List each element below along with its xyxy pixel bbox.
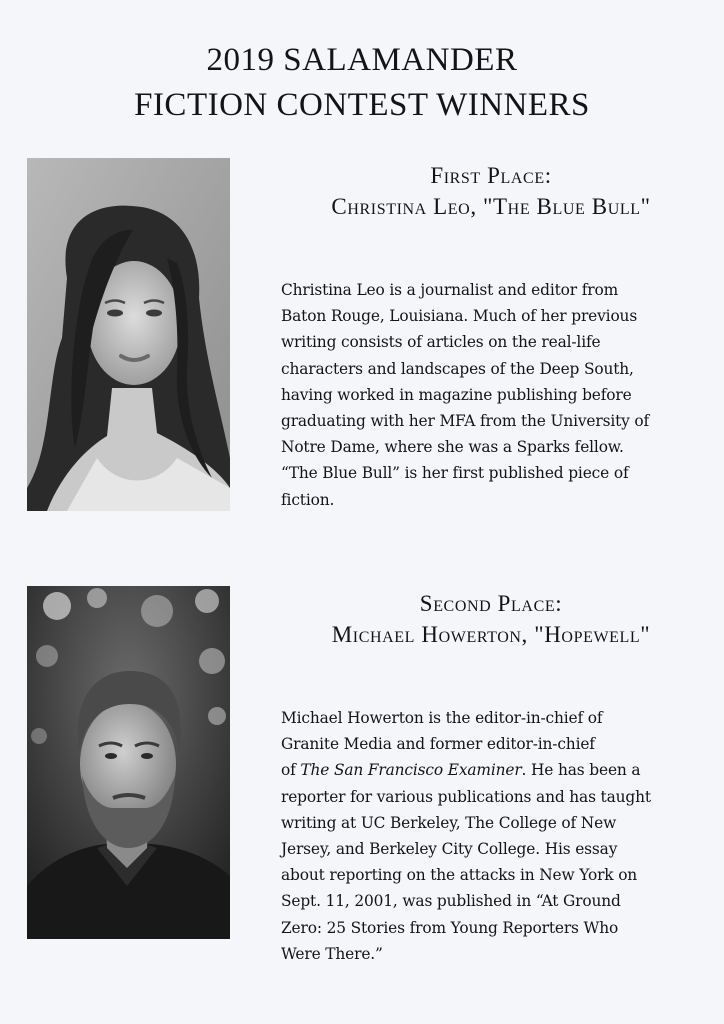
bio-line-end: . He has been a: [521, 761, 641, 780]
second-place-heading: [258, 588, 724, 650]
bio-line: Notre Dame, where she was a Sparks fellow.: [281, 438, 624, 457]
bio-line: graduating with her MFA from the University of: [281, 412, 650, 431]
bio-line: having worked in magazine publishing before: [281, 385, 632, 404]
bio-line: about reporting on the attacks in New York on: [281, 866, 638, 885]
bio-line-with-publication: [281, 757, 709, 783]
bio-line: writing at UC Berkeley, The College of New: [281, 813, 617, 832]
bio-line: writing consists of articles on the real-life: [281, 333, 601, 352]
bio-line: Jersey, and Berkeley City College. His essay: [281, 840, 618, 859]
winner-photo-michael-howerton: [27, 586, 230, 939]
bio-line: Sept. 11, 2001, was published in “At Ground: [281, 892, 621, 911]
bio-line: characters and landscapes of the Deep South,: [281, 359, 634, 378]
title-line-2: FICTION CONTEST WINNERS: [134, 87, 590, 123]
second-place-bio: [281, 705, 709, 967]
bio-line: Christina Leo is a journalist and editor from: [281, 281, 619, 299]
first-place-heading: [258, 160, 724, 222]
bio-line: “The Blue Bull” is her first published piece of: [281, 464, 629, 483]
bio-line: Michael Howerton is the editor-in-chief of: [281, 709, 603, 727]
title-line-1: 2019 SALAMANDER: [206, 42, 518, 78]
bio-line: reporter for various publications and has taught: [281, 787, 651, 806]
bio-line: Granite Media and former editor-in-chief: [281, 735, 595, 754]
first-place-winner-name: Christina Leo, "The Blue Bull": [331, 194, 651, 219]
bio-line-start: of: [281, 761, 301, 780]
bio-line: fiction.: [281, 490, 335, 509]
bio-line: Were There.”: [281, 944, 383, 963]
bio-line: Baton Rouge, Louisiana. Much of her previous: [281, 307, 638, 326]
first-place-bio: [281, 277, 709, 513]
second-place-label: Second Place:: [419, 591, 563, 616]
first-place-label: First Place:: [430, 163, 552, 188]
second-place-winner-name: Michael Howerton, "Hopewell": [331, 622, 651, 647]
bio-line: Zero: 25 Stories from Young Reporters Who: [281, 918, 619, 937]
publication-title: The San Francisco Examiner: [300, 761, 522, 780]
winner-photo-christina-leo: [27, 158, 230, 511]
page-title: [0, 38, 724, 128]
